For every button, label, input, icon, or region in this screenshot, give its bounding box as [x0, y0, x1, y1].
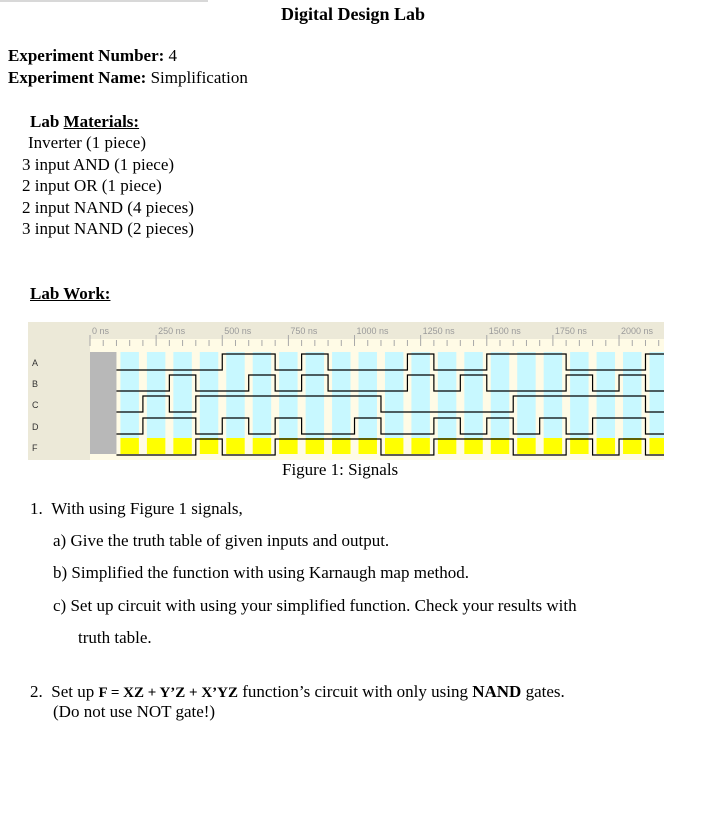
- materials-item: 2 input NAND (4 pieces): [22, 197, 194, 217]
- waveform-undefined-region: [90, 352, 116, 454]
- question-1a-text: Give the truth table of given inputs and output.: [70, 531, 390, 550]
- waveform-highlight-yellow: [597, 438, 615, 454]
- waveform-highlight-yellow: [147, 438, 165, 454]
- waveform-time-label: 1000 ns: [356, 326, 389, 336]
- question-1b-text: Simplified the function with using Karnaugh map method.: [71, 563, 469, 582]
- waveform-highlight-cyan: [597, 352, 615, 438]
- question-1c-letter: c): [53, 596, 67, 615]
- question-1: [30, 499, 243, 519]
- question-2-gate: NAND: [472, 682, 522, 701]
- experiment-number-value: 4: [164, 46, 178, 65]
- waveform-highlight-yellow: [279, 438, 297, 454]
- question-2-line1: [30, 682, 565, 702]
- question-1c-text: Set up circuit with using your simplified function. Check your results with: [70, 596, 577, 615]
- waveform-time-label: 500 ns: [224, 326, 252, 336]
- question-1a: [53, 531, 389, 551]
- waveform-highlight-cyan: [517, 352, 535, 438]
- materials-item: 3 input NAND (2 pieces): [22, 219, 194, 238]
- waveform-highlight-cyan: [332, 352, 350, 438]
- question-1b-letter: b): [53, 563, 68, 582]
- question-2-line2: (Do not use NOT gate!): [53, 702, 216, 721]
- waveform-time-label: 2000 ns: [621, 326, 654, 336]
- waveform-highlight-yellow: [517, 438, 535, 454]
- materials-item: 2 input OR (1 piece): [22, 176, 162, 195]
- waveform-highlight-yellow: [332, 438, 350, 454]
- experiment-number-label: Experiment Number:: [8, 46, 165, 65]
- question-2-mid: function’s circuit with only using: [238, 682, 473, 701]
- question-1c: [53, 596, 577, 616]
- waveform-highlight-cyan: [279, 352, 297, 438]
- waveform-highlight-cyan: [544, 352, 562, 438]
- experiment-name: [8, 68, 248, 88]
- waveform-highlight-cyan: [120, 352, 138, 438]
- top-rule: [0, 0, 208, 2]
- waveform-highlight-yellow: [464, 438, 482, 454]
- experiment-number: [8, 46, 177, 66]
- materials-heading: [30, 112, 139, 132]
- waveform-highlight-cyan: [411, 352, 429, 438]
- signal-label: D: [32, 422, 39, 432]
- waveform-highlight-yellow: [649, 438, 664, 454]
- waveform-highlight-yellow: [623, 438, 641, 454]
- question-1-text: With using Figure 1 signals,: [51, 499, 243, 518]
- materials-item: 3 input AND (1 piece): [22, 154, 175, 174]
- materials-heading-underlined: Materials:: [63, 112, 140, 131]
- question-1a-letter: a): [53, 531, 67, 550]
- waveform-highlight-cyan: [200, 352, 218, 438]
- waveform-time-label: 1250 ns: [422, 326, 455, 336]
- waveform-highlight-cyan: [623, 352, 641, 438]
- waveform-highlight-yellow: [253, 438, 271, 454]
- waveform-highlight-yellow: [359, 438, 377, 454]
- waveform-highlight-cyan: [464, 352, 482, 438]
- question-1b: [53, 563, 469, 583]
- figure-caption: Figure 1: Signals: [282, 460, 399, 479]
- waveform-highlight-yellow: [570, 438, 588, 454]
- waveform-time-label: 1750 ns: [554, 326, 587, 336]
- signal-label: F: [32, 443, 38, 453]
- waveform-highlight-yellow: [491, 438, 509, 454]
- page-title: Digital Design Lab: [280, 4, 426, 24]
- question-2-pre: Set up: [51, 682, 99, 701]
- experiment-name-value: Simplification: [146, 68, 248, 87]
- waveform-highlight-yellow: [120, 438, 138, 454]
- signal-label: C: [32, 400, 39, 410]
- materials-item: Inverter (1 piece): [28, 133, 146, 152]
- signal-label: A: [32, 358, 39, 368]
- labwork-heading: Lab Work:: [30, 284, 111, 303]
- waveform-highlight-cyan: [491, 352, 509, 438]
- waveform-highlight-cyan: [226, 352, 244, 438]
- signal-label: B: [32, 379, 39, 389]
- waveform-highlight-cyan: [438, 352, 456, 438]
- waveform-highlight-cyan: [570, 352, 588, 438]
- waveform-highlight-yellow: [385, 438, 403, 454]
- waveform-highlight-yellow: [544, 438, 562, 454]
- question-2: [30, 682, 565, 722]
- waveform-highlight-cyan: [306, 352, 324, 438]
- waveform-highlight-cyan: [147, 352, 165, 438]
- waveform-time-label: 750 ns: [290, 326, 318, 336]
- waveform-highlight-yellow: [438, 438, 456, 454]
- waveform-highlight-yellow: [173, 438, 191, 454]
- waveform-highlight-yellow: [306, 438, 324, 454]
- waveform-highlight-cyan: [359, 352, 377, 438]
- materials-list: [22, 132, 194, 240]
- waveform-figure: [28, 322, 664, 460]
- waveform-highlight-yellow: [200, 438, 218, 454]
- question-2-number: 2.: [30, 682, 43, 701]
- waveform-highlight-yellow: [226, 438, 244, 454]
- experiment-name-label: Experiment Name:: [8, 68, 147, 87]
- materials-heading-prefix: Lab: [30, 112, 64, 131]
- waveform-time-label: 250 ns: [158, 326, 186, 336]
- waveform-time-label: 0 ns: [92, 326, 110, 336]
- question-2-formula: F = XZ + Y’Z + X’YZ: [98, 685, 239, 701]
- waveform-highlight-cyan: [649, 352, 664, 438]
- waveform-highlight-cyan: [253, 352, 271, 438]
- question-1-number: 1.: [30, 499, 43, 518]
- question-2-post: gates.: [521, 682, 565, 701]
- waveform-highlight-yellow: [411, 438, 429, 454]
- question-1c-continued: truth table.: [78, 628, 152, 647]
- waveform-highlight-cyan: [385, 352, 403, 438]
- waveform-highlight-cyan: [173, 352, 191, 438]
- waveform-time-label: 1500 ns: [488, 326, 521, 336]
